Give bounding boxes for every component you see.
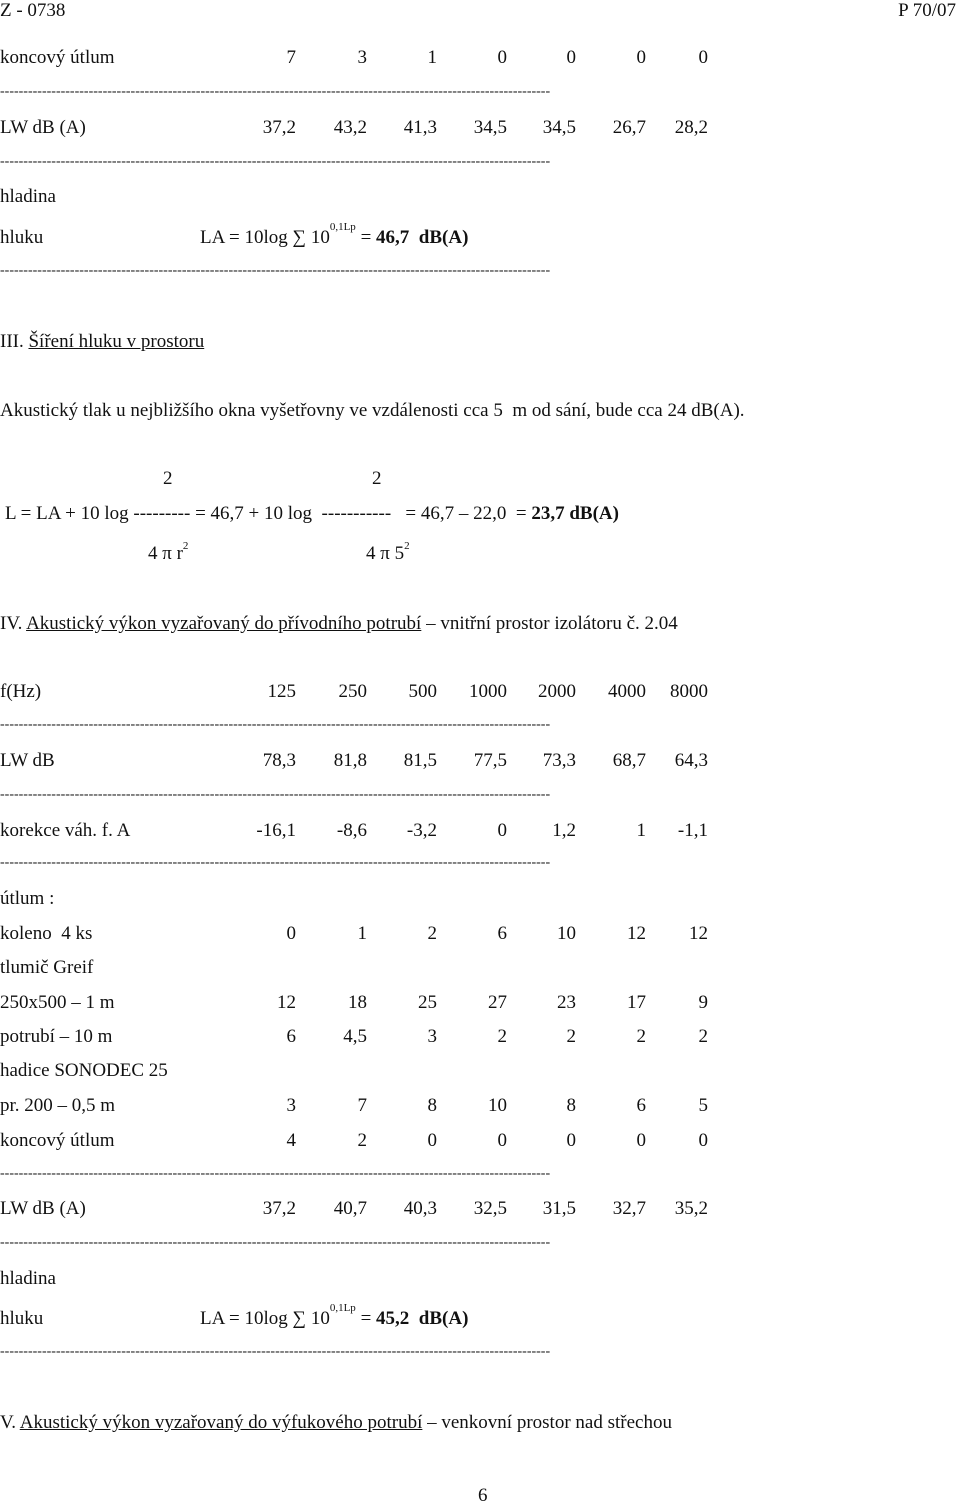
fraction-denominator: 4 π $5^2$ [366,540,410,564]
table-cell: 10 [557,923,576,944]
table-cell: 28,2 [674,117,708,138]
table-cell: 4,5 [343,1026,367,1047]
table-cell: 8 [566,1095,576,1116]
table-cell: 0 [497,820,507,841]
table-cell: 2 [566,1026,576,1047]
table-cell: 0 [286,923,296,944]
table-cell: 2 [698,1026,708,1047]
table-cell: 3 [427,1026,437,1047]
section-title: Akustický výkon vyzařovaný do výfukového potrubí [19,1412,423,1433]
separator: ---------------------------------------------------------------------------------------------------------------------- [0,155,551,169]
table-cell: 6 [636,1095,646,1116]
section-heading-5: V. Akustický výkon vyzařovaný do výfukového potrubí – venkovní prostor nad střechou [0,1412,672,1433]
table-cell: 41,3 [403,117,437,138]
separator: ---------------------------------------------------------------------------------------------------------------------- [0,788,551,802]
table-cell: 4000 [608,681,646,702]
formula-result: 46,7 dB(A) [376,227,469,248]
table-cell: 0 [566,1130,576,1151]
table-cell: 0 [497,1130,507,1151]
table-cell: 8000 [670,681,708,702]
table-cell: 0 [698,47,708,68]
table-cell: 26,7 [612,117,646,138]
table-cell: 8 [427,1095,437,1116]
row-label-koncovy-utlum: koncový útlum [0,47,115,68]
table-cell: 7 [286,47,296,68]
table-cell: 32,7 [612,1198,646,1219]
row-label-koncovy-utlum: koncový útlum [0,1130,115,1151]
row-label-potrubi: potrubí – 10 m [0,1026,113,1047]
table-cell: 5 [698,1095,708,1116]
formula-exponent: 0,1Lp [329,221,356,233]
table-cell: 18 [348,992,367,1013]
table-cell: 77,5 [473,750,507,771]
separator: ---------------------------------------------------------------------------------------------------------------------- [0,264,551,278]
table-cell: 0 [497,47,507,68]
table-cell: 1 [427,47,437,68]
table-cell: 2 [636,1026,646,1047]
table-cell: 37,2 [262,117,296,138]
table-cell: 34,5 [542,117,576,138]
table-cell: 73,3 [542,750,576,771]
section-heading-3: III. Šíření hluku v prostoru [0,331,205,352]
table-cell: 250 [338,681,367,702]
formula-exponent: 0,1Lp [329,1302,356,1314]
row-label-lw-db-a: LW dB (A) [0,117,86,138]
table-cell: 500 [408,681,437,702]
table-cell: 12 [277,992,296,1013]
table-cell: 3 [357,47,367,68]
formula-line: L = LA + 10 log --------- = 46,7 + 10 log ----------- = 46,7 – 22,0 = 23,7 dB(A) [5,503,619,524]
section-title: Šíření hluku v prostoru [28,331,205,352]
table-cell: 2 [357,1130,367,1151]
label-hluku: hluku [0,1308,44,1329]
table-cell: -1,1 [677,820,708,841]
section-title: Akustický výkon vyzařovaný do přívodního potrubí [26,613,422,634]
label-utlum: útlum : [0,888,55,909]
table-cell: 40,7 [333,1198,367,1219]
table-cell: 37,2 [262,1198,296,1219]
table-cell: 0 [698,1130,708,1151]
row-label-koleno: koleno 4 ks [0,923,93,944]
separator: ---------------------------------------------------------------------------------------------------------------------- [0,1236,551,1250]
table-cell: 78,3 [262,750,296,771]
table-cell: 2 [497,1026,507,1047]
separator: ---------------------------------------------------------------------------------------------------------------------- [0,1345,551,1359]
fraction-numerator: 2 [163,468,173,489]
paragraph-text: Akustický tlak u nejbližšího okna vyšetřovny ve vzdálenosti cca 5 m od sání, bude cca 24 dB(A). [0,400,745,421]
document-ref: P 70/07 [898,0,956,21]
table-cell: 40,3 [403,1198,437,1219]
table-cell: 10 [488,1095,507,1116]
table-cell: 27 [488,992,507,1013]
table-cell: -16,1 [256,820,296,841]
table-cell: 43,2 [333,117,367,138]
table-cell: 4 [286,1130,296,1151]
separator: ---------------------------------------------------------------------------------------------------------------------- [0,718,551,732]
page-number: 6 [478,1485,488,1506]
table-cell: 0 [636,47,646,68]
table-cell: 81,5 [403,750,437,771]
formula-result: 45,2 dB(A) [376,1308,469,1329]
row-label-frequency: f(Hz) [0,681,42,702]
table-cell: 1,2 [552,820,576,841]
table-cell: 81,8 [333,750,367,771]
label-hadice: hadice SONODEC 25 [0,1060,168,1081]
table-cell: 125 [267,681,296,702]
table-cell: 0 [566,47,576,68]
fraction-numerator: 2 [372,468,382,489]
table-cell: 3 [286,1095,296,1116]
table-cell: 23 [557,992,576,1013]
table-cell: 35,2 [674,1198,708,1219]
table-cell: 9 [698,992,708,1013]
formula-la: LA = 10log ∑ $10^{0,1Lp} = 46,7$ dB(A) [200,221,469,248]
section-heading-4: IV. Akustický výkon vyzařovaný do přívodního potrubí – vnitřní prostor izolátoru č. 2.04 [0,613,678,634]
table-cell: 64,3 [674,750,708,771]
label-hladina: hladina [0,186,56,207]
label-hladina: hladina [0,1268,56,1289]
table-cell: 68,7 [612,750,646,771]
table-cell: 32,5 [473,1198,507,1219]
table-cell: -8,6 [336,820,367,841]
table-cell: 2000 [538,681,576,702]
table-cell: 12 [689,923,708,944]
table-cell: 12 [627,923,646,944]
document-code: Z - 0738 [0,0,66,21]
separator: ---------------------------------------------------------------------------------------------------------------------- [0,856,551,870]
separator: ---------------------------------------------------------------------------------------------------------------------- [0,85,551,99]
table-cell: 0 [636,1130,646,1151]
row-label-tlumic-size: 250x500 – 1 m [0,992,115,1013]
label-hluku: hluku [0,227,44,248]
table-cell: 1 [636,820,646,841]
table-cell: 31,5 [542,1198,576,1219]
table-cell: 34,5 [473,117,507,138]
table-cell: 17 [627,992,646,1013]
row-label-pr: pr. 200 – 0,5 m [0,1095,116,1116]
row-label-lw-db: LW dB [0,750,55,771]
row-label-korekce: korekce váh. f. A [0,820,131,841]
fraction-denominator: 4 π $r^2$ [148,540,189,564]
table-cell: 6 [286,1026,296,1047]
table-cell: 6 [497,923,507,944]
separator: ---------------------------------------------------------------------------------------------------------------------- [0,1167,551,1181]
table-cell: 0 [427,1130,437,1151]
table-cell: 25 [418,992,437,1013]
table-cell: 1000 [469,681,507,702]
row-label-lw-db-a: LW dB (A) [0,1198,86,1219]
formula-result: 23,7 dB(A) [531,503,619,524]
formula-la: LA = 10log ∑ $10^{0,1Lp} = 45,2$ dB(A) [200,1302,469,1329]
table-cell: 2 [427,923,437,944]
label-tlumic: tlumič Greif [0,957,94,978]
table-cell: 1 [357,923,367,944]
table-cell: -3,2 [406,820,437,841]
table-cell: 7 [357,1095,367,1116]
